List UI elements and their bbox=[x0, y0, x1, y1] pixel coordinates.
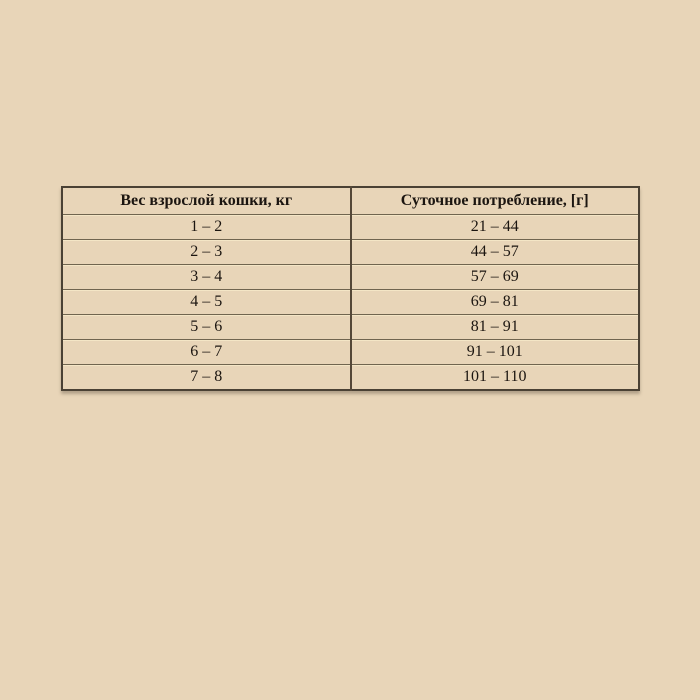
table-row bbox=[62, 365, 639, 391]
weight-cell: 1 – 2 bbox=[62, 215, 351, 240]
table-header-row bbox=[62, 187, 639, 215]
weight-cell: 2 – 3 bbox=[62, 240, 351, 265]
table-row bbox=[62, 215, 639, 240]
intake-cell: 81 – 91 bbox=[351, 315, 640, 340]
weight-cell: 7 – 8 bbox=[62, 365, 351, 391]
feeding-guide-table bbox=[61, 186, 640, 391]
intake-cell: 91 – 101 bbox=[351, 340, 640, 365]
intake-cell: 101 – 110 bbox=[351, 365, 640, 391]
table-row bbox=[62, 240, 639, 265]
table-row bbox=[62, 340, 639, 365]
table-row bbox=[62, 265, 639, 290]
column-header-cat-weight: Вес взрослой кошки, кг bbox=[62, 187, 351, 215]
weight-cell: 4 – 5 bbox=[62, 290, 351, 315]
table-row bbox=[62, 290, 639, 315]
intake-cell: 21 – 44 bbox=[351, 215, 640, 240]
weight-cell: 5 – 6 bbox=[62, 315, 351, 340]
column-header-daily-intake: Суточное потребление, [г] bbox=[400, 192, 589, 209]
table-row bbox=[62, 315, 639, 340]
intake-cell: 69 – 81 bbox=[351, 290, 640, 315]
intake-cell: 57 – 69 bbox=[351, 265, 640, 290]
weight-cell: 3 – 4 bbox=[62, 265, 351, 290]
intake-cell: 44 – 57 bbox=[351, 240, 640, 265]
weight-cell: 6 – 7 bbox=[62, 340, 351, 365]
